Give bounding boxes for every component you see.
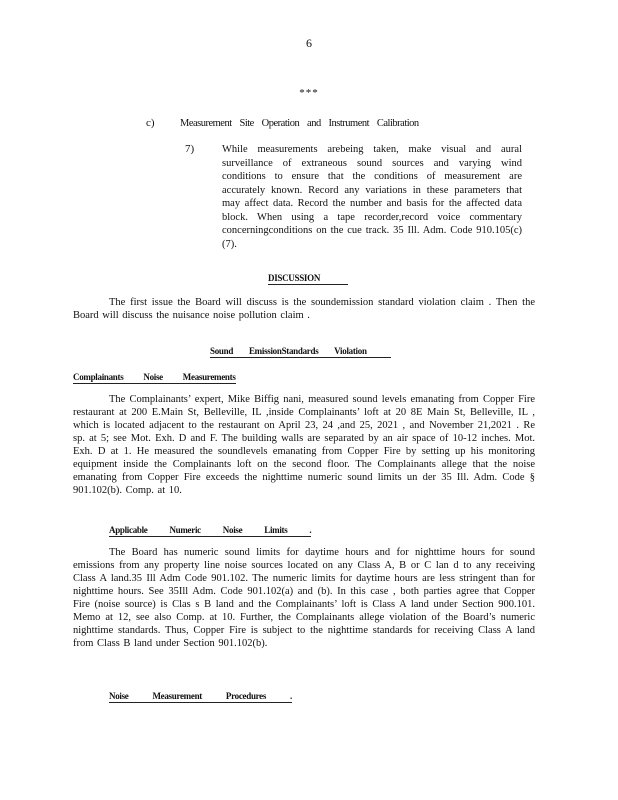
item-title: Measurement Site Operation and Instrument Calibration [180, 117, 419, 129]
complainants-paragraph [73, 393, 535, 497]
subitem-marker: 7) [185, 143, 195, 155]
discussion-heading-wrap [268, 268, 348, 286]
discussion-heading: DISCUSSION [268, 273, 348, 285]
applicable-paragraph [73, 546, 535, 650]
procedures-heading-wrap [109, 686, 292, 704]
sound-emission-heading-wrap [210, 341, 391, 359]
discussion-paragraph-text: The first issue the Board will discuss is the soundemission standard violation claim . Then the Board will discuss the nuisance noise pollution claim . [73, 297, 535, 321]
applicable-heading-wrap [109, 520, 311, 538]
complainants-paragraph-text: The Complainants’ expert, Mike Biffig nani, measured sound levels emanating from Copper Fire restaurant at 200 E.Main St, Belleville, IL ,inside Complainants’ loft at 20 8E Main St, Belleville, IL , which is located adjacent to the restaurant on April 23, 24 ,and 25, 2021 , and November 21,2021 . Re sp. at 5; see Mot. Exh. D and F. The building walls are separated by an air space of 10-12 inches. Mot. Exh. D at 1. He measured the soundlevels emanating from Copper Fire by setting up his monitoring equipment inside the Complainants loft on the second floor. The Complainants allege that the noise emanating from Copper Fire exceeds the nighttime numeric sound limits un der 35 Ill. Adm. Code § 901.102(b). Comp. at 10. [73, 394, 535, 496]
item-marker: c) [146, 117, 155, 129]
complainants-heading: Complainants Noise Measurements [73, 372, 236, 382]
discussion-paragraph [73, 296, 535, 322]
page-number: 6 [306, 36, 312, 50]
sound-emission-heading: Sound EmissionStandards Violation [210, 346, 391, 358]
procedures-heading: Noise Measurement Procedures . [109, 691, 292, 701]
applicable-heading: Applicable Numeric Noise Limits . [109, 525, 312, 535]
section-marker: *** [299, 87, 319, 99]
applicable-paragraph-text: The Board has numeric sound limits for daytime hours and for nighttime hours for sound emissions from any property line noise sources located on any Class A, B or C lan d to any receiving Class A land.35 Ill Adm Code 901.102. The numeric limits for daytime hours are less stringent than for nighttime hours. See 35Ill Adm. Code 901.102(a) and (b). In this case , both parties agree that Copper Fire (noise source) is Clas s B land and the Complainants’ loft is Class A land under Section 900.101. Memo at 12, see also Comp. at 10. Further, the Complainants allege violation of the Board’s numeric nighttime standards. Thus, Copper Fire is subject to the nighttime standards for receiving Class A land from Class B land under Section 901.102(b). [73, 547, 535, 649]
complainants-heading-wrap [73, 367, 236, 385]
subitem-text: While measurements arebeing taken, make visual and aural surveillance of extraneous sound sources and varying wind conditions to ensure that the conditions of measurement are accurately known. Record any variations in these parameters that may affect data. Record the number and basis for the affected data block. When using a tape recorder,record voice commentary concerningconditions on the cue track. 35 Ill. Adm. Code 910.105(c)(7). [222, 144, 522, 250]
